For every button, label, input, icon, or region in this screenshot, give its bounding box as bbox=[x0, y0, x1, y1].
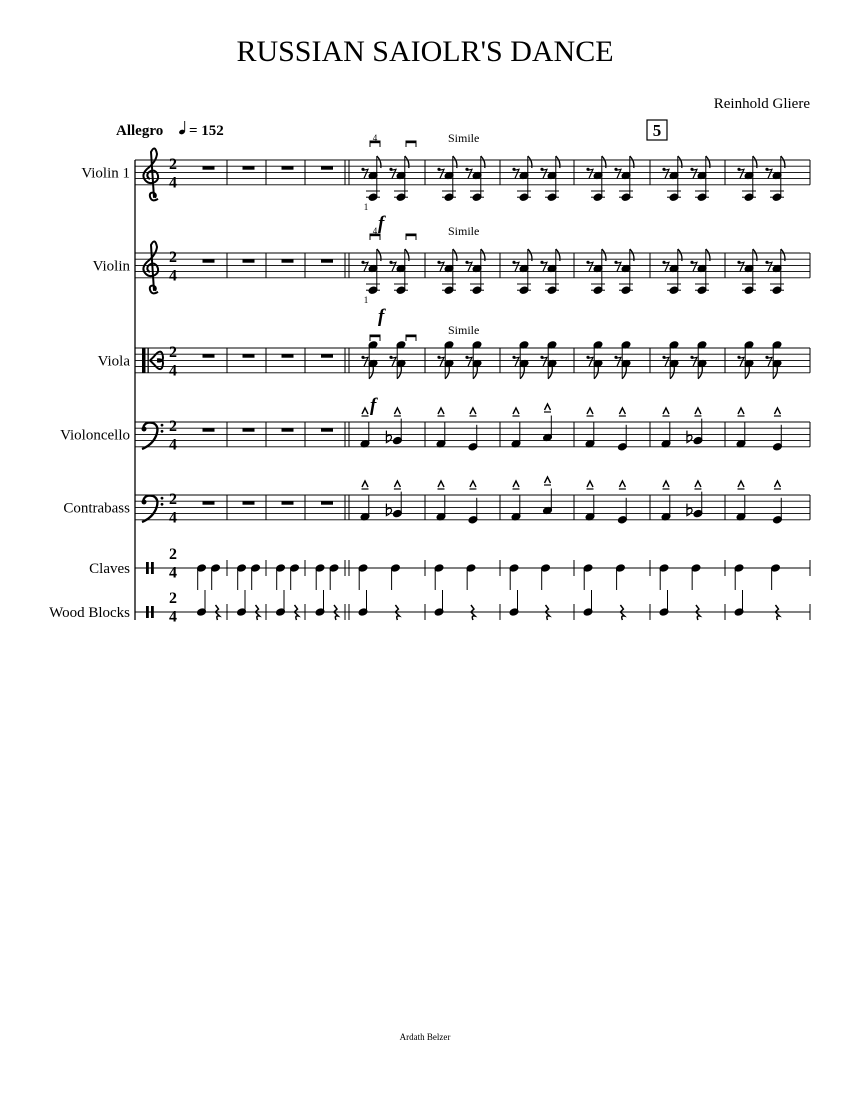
quarter-rest bbox=[216, 605, 220, 620]
accent-mark bbox=[470, 408, 476, 414]
bass-clef-icon bbox=[161, 497, 164, 500]
bass-clef-icon bbox=[142, 500, 147, 505]
accent-mark bbox=[438, 481, 444, 487]
eighth-rest bbox=[692, 262, 697, 271]
instrument-name: Viola bbox=[97, 353, 130, 370]
bass-clef-icon bbox=[161, 503, 164, 506]
accent-mark bbox=[513, 481, 519, 487]
down-bow-icon bbox=[406, 234, 416, 236]
instrument-name: Claves bbox=[89, 561, 130, 577]
time-signature-bottom: 4 bbox=[169, 174, 177, 192]
system bbox=[49, 131, 810, 626]
measure-rest bbox=[243, 501, 255, 505]
quarter-rest bbox=[696, 605, 700, 620]
accent-mark bbox=[738, 408, 744, 414]
time-signature-top: 2 bbox=[169, 546, 177, 563]
fingering-number: 4 bbox=[372, 226, 378, 236]
eighth-rest bbox=[588, 262, 593, 271]
time-signature-bottom: 4 bbox=[169, 436, 177, 454]
staff-viola bbox=[98, 341, 810, 380]
down-bow-icon bbox=[406, 335, 416, 337]
accent-mark bbox=[545, 404, 551, 410]
quarter-rest bbox=[471, 605, 475, 620]
staff-violoncello bbox=[60, 404, 810, 454]
instrument-name: Wood Blocks bbox=[49, 605, 130, 621]
quarter-rest bbox=[775, 605, 779, 620]
eighth-rest bbox=[664, 262, 669, 271]
treble-clef-icon bbox=[143, 241, 158, 293]
instrument-name: Contrabass bbox=[63, 500, 130, 517]
accent-mark bbox=[738, 481, 744, 487]
staff-wood-blocks bbox=[49, 590, 810, 626]
dynamic-forte: f bbox=[370, 395, 377, 416]
simile-marking: Simile bbox=[448, 323, 480, 337]
eighth-rest bbox=[542, 262, 547, 271]
eighth-rest bbox=[616, 357, 621, 366]
eighth-rest bbox=[588, 169, 593, 178]
instrument-name: Violin 1 bbox=[81, 165, 130, 182]
measure-rest bbox=[321, 166, 333, 170]
accent-mark bbox=[695, 481, 701, 487]
accent-mark bbox=[362, 408, 368, 414]
dynamic-forte: f bbox=[378, 213, 385, 234]
alto-clef-icon bbox=[142, 348, 146, 373]
measure-rest bbox=[321, 501, 333, 505]
measure-rest bbox=[282, 166, 294, 170]
accent-mark bbox=[394, 481, 400, 487]
eighth-rest bbox=[588, 357, 593, 366]
eighth-rest bbox=[616, 262, 621, 271]
dynamic-forte: f bbox=[378, 306, 385, 327]
measure-rest bbox=[321, 354, 333, 358]
measure-rest bbox=[282, 428, 294, 432]
time-signature-bottom: 4 bbox=[169, 608, 177, 626]
accent-mark bbox=[362, 481, 368, 487]
eighth-rest bbox=[439, 169, 444, 178]
eighth-rest bbox=[439, 262, 444, 271]
eighth-rest bbox=[664, 357, 669, 366]
percussion-clef-icon bbox=[146, 606, 149, 618]
accent-mark bbox=[663, 408, 669, 414]
simile-marking: Simile bbox=[448, 224, 480, 238]
quarter-rest bbox=[620, 605, 624, 620]
measure-rest bbox=[282, 259, 294, 263]
bass-clef-icon bbox=[142, 427, 147, 432]
accent-mark bbox=[774, 408, 780, 414]
time-signature-top: 2 bbox=[169, 418, 177, 435]
eighth-rest bbox=[542, 357, 547, 366]
tempo-text: Allegro bbox=[116, 123, 164, 139]
simile-marking: Simile bbox=[448, 131, 480, 145]
eighth-rest bbox=[767, 357, 772, 366]
eighth-rest bbox=[467, 357, 472, 366]
time-signature-top: 2 bbox=[169, 156, 177, 173]
time-signature-bottom: 4 bbox=[169, 509, 177, 527]
eighth-rest bbox=[739, 169, 744, 178]
quarter-rest bbox=[395, 605, 399, 620]
quarter-note-icon bbox=[178, 121, 185, 135]
footer-arranger: Ardath Belzer bbox=[399, 1032, 451, 1042]
time-signature-top: 2 bbox=[169, 491, 177, 508]
eighth-rest bbox=[739, 262, 744, 271]
eighth-rest bbox=[767, 262, 772, 271]
eighth-rest bbox=[467, 169, 472, 178]
measure-rest bbox=[203, 354, 215, 358]
measure-rest bbox=[203, 259, 215, 263]
accent-mark bbox=[470, 481, 476, 487]
eighth-rest bbox=[514, 357, 519, 366]
eighth-rest bbox=[391, 262, 396, 271]
eighth-rest bbox=[391, 357, 396, 366]
accent-mark bbox=[438, 408, 444, 414]
accent-mark bbox=[394, 408, 400, 414]
measure-rest bbox=[321, 259, 333, 263]
eighth-rest bbox=[692, 357, 697, 366]
time-signature-bottom: 4 bbox=[169, 267, 177, 285]
eighth-rest bbox=[363, 262, 368, 271]
rehearsal-mark: 5 bbox=[652, 121, 662, 140]
percussion-clef-icon bbox=[151, 606, 154, 618]
eighth-rest bbox=[363, 169, 368, 178]
eighth-rest bbox=[739, 357, 744, 366]
accent-mark bbox=[663, 481, 669, 487]
score-title: RUSSIAN SAIOLR'S DANCE bbox=[236, 35, 614, 68]
down-bow-icon bbox=[406, 141, 416, 143]
composer: Reinhold Gliere bbox=[713, 96, 810, 112]
eighth-rest bbox=[616, 169, 621, 178]
measure-rest bbox=[203, 166, 215, 170]
quarter-rest bbox=[546, 605, 550, 620]
accent-mark bbox=[545, 477, 551, 483]
quarter-rest bbox=[334, 605, 338, 620]
time-signature-top: 2 bbox=[169, 590, 177, 607]
percussion-clef-icon bbox=[146, 562, 149, 574]
accent-mark bbox=[619, 481, 625, 487]
staff-contrabass bbox=[63, 477, 810, 527]
measure-rest bbox=[243, 166, 255, 170]
alto-clef-icon bbox=[148, 348, 149, 373]
eighth-rest bbox=[767, 169, 772, 178]
bass-clef-icon bbox=[161, 430, 164, 433]
treble-clef-icon bbox=[143, 148, 158, 200]
accent-mark bbox=[513, 408, 519, 414]
eighth-rest bbox=[692, 169, 697, 178]
measure-rest bbox=[282, 501, 294, 505]
instrument-name: Violin bbox=[92, 258, 130, 275]
eighth-rest bbox=[391, 169, 396, 178]
staff-violin-1 bbox=[81, 148, 810, 201]
quarter-rest bbox=[256, 605, 260, 620]
accent-mark bbox=[774, 481, 780, 487]
eighth-rest bbox=[514, 169, 519, 178]
time-signature-top: 2 bbox=[169, 249, 177, 266]
time-signature-bottom: 4 bbox=[169, 362, 177, 380]
measure-rest bbox=[243, 259, 255, 263]
staff-claves bbox=[89, 546, 810, 590]
measure-rest bbox=[243, 428, 255, 432]
fingering-number: 4 bbox=[372, 133, 378, 143]
accent-mark bbox=[695, 408, 701, 414]
measure-rest bbox=[243, 354, 255, 358]
fingering-number: 1 bbox=[363, 202, 369, 212]
measure-rest bbox=[321, 428, 333, 432]
staff-violin bbox=[93, 241, 810, 294]
tempo-bpm: = 152 bbox=[189, 123, 224, 139]
measure-rest bbox=[203, 428, 215, 432]
bass-clef-icon bbox=[161, 424, 164, 427]
measure-rest bbox=[282, 354, 294, 358]
measure-rest bbox=[203, 501, 215, 505]
eighth-rest bbox=[542, 169, 547, 178]
instrument-name: Violoncello bbox=[60, 427, 130, 444]
performance-markings bbox=[364, 131, 480, 416]
eighth-rest bbox=[467, 262, 472, 271]
percussion-clef-icon bbox=[151, 562, 154, 574]
time-signature-top: 2 bbox=[169, 344, 177, 361]
fingering-number: 1 bbox=[363, 295, 369, 305]
time-signature-bottom: 4 bbox=[169, 564, 177, 582]
accent-mark bbox=[587, 481, 593, 487]
eighth-rest bbox=[514, 262, 519, 271]
down-bow-icon bbox=[370, 335, 380, 337]
eighth-rest bbox=[439, 357, 444, 366]
accent-mark bbox=[587, 408, 593, 414]
eighth-rest bbox=[363, 357, 368, 366]
eighth-rest bbox=[664, 169, 669, 178]
quarter-rest bbox=[295, 605, 299, 620]
accent-mark bbox=[619, 408, 625, 414]
